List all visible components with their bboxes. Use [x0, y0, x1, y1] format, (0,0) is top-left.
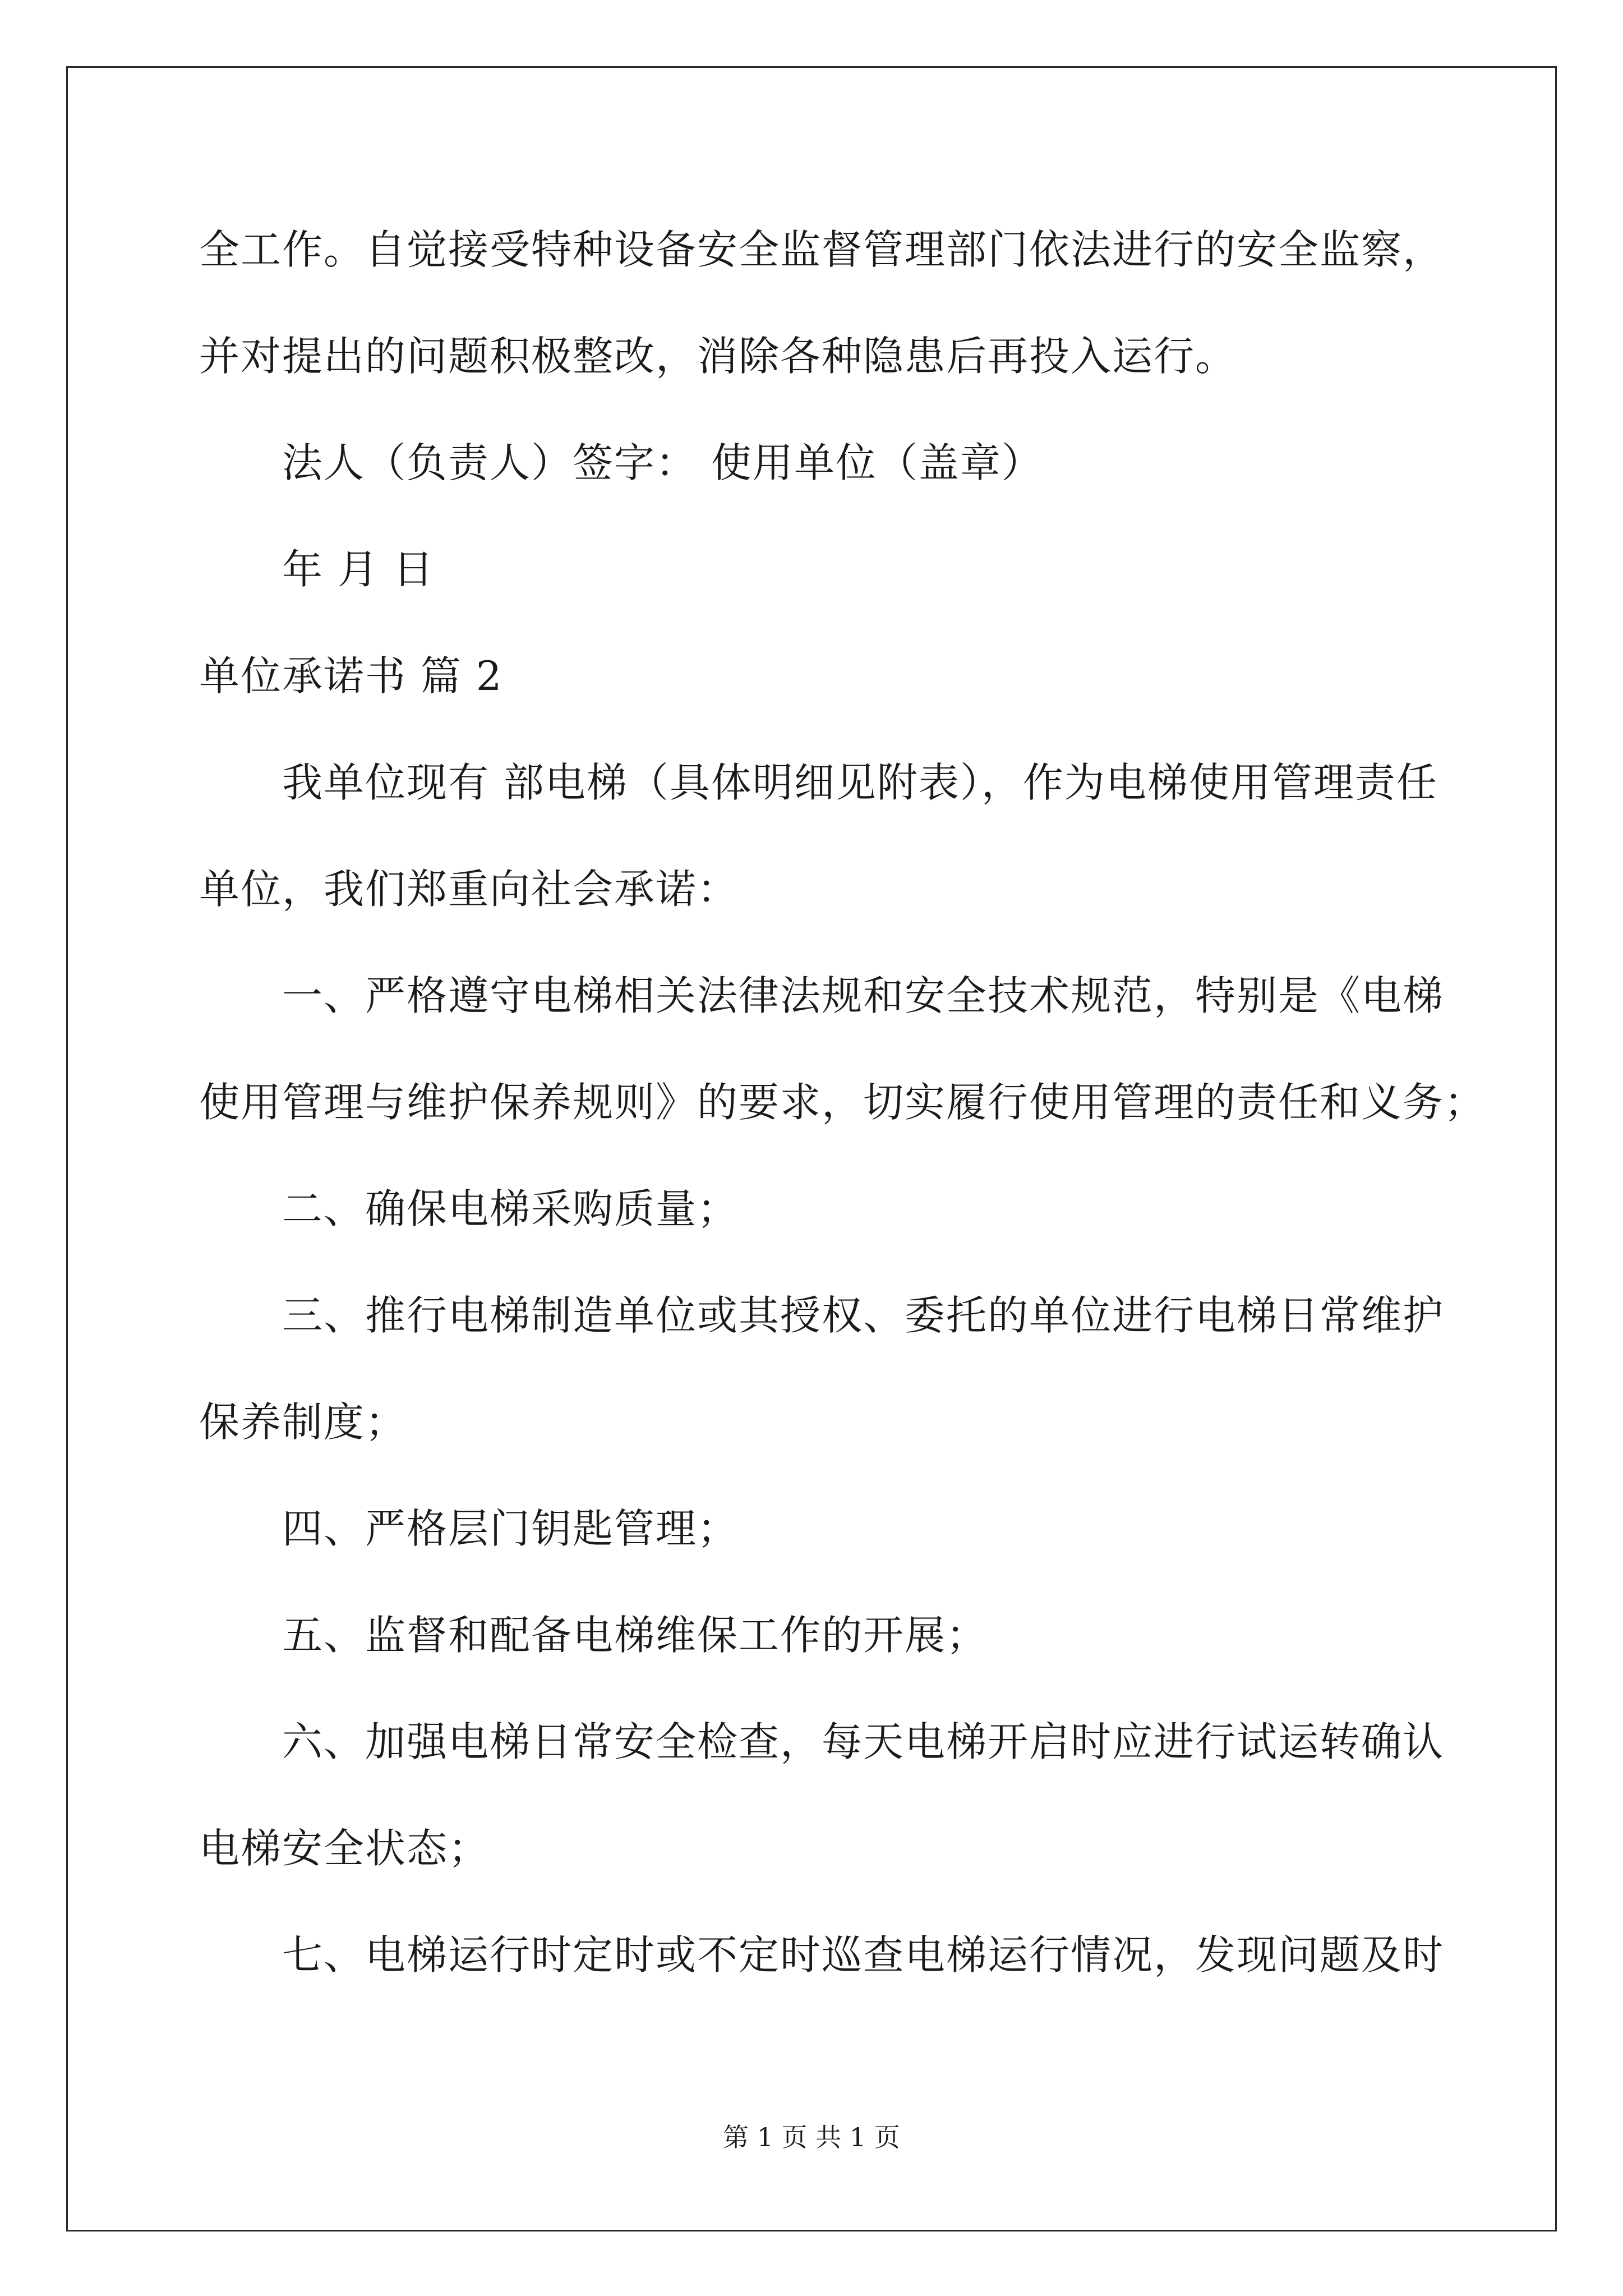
paragraph-line-16: 电梯安全状态；: [199, 1825, 490, 1872]
section-title: 单位承诺书 篇 2: [199, 652, 503, 700]
signature-line: 法人（负责人）签字： 使用单位（盖章）: [282, 439, 1043, 486]
date-line: 年 月 日: [282, 546, 435, 593]
paragraph-line-9: 使用管理与维护保养规则》的要求，切实履行使用管理的责任和义务；: [199, 1079, 1486, 1126]
paragraph-line-14: 五、监督和配备电梯维保工作的开展；: [282, 1612, 988, 1659]
paragraph-line-17: 七、电梯运行时定时或不定时巡查电梯运行情况，发现问题及时: [282, 1931, 1445, 1978]
paragraph-line-12: 保养制度；: [199, 1398, 407, 1446]
paragraph-line-1: 全工作。自觉接受特种设备安全监督管理部门依法进行的安全监察，: [199, 226, 1445, 273]
paragraph-line-6: 我单位现有 部电梯（具体明细见附表），作为电梯使用管理责任: [282, 759, 1438, 806]
paragraph-line-15: 六、加强电梯日常安全检查，每天电梯开启时应进行试运转确认: [282, 1718, 1445, 1765]
page-footer: 第 1 页 共 1 页: [723, 2122, 900, 2152]
paragraph-line-8: 一、严格遵守电梯相关法律法规和安全技术规范，特别是《电梯: [282, 972, 1445, 1019]
paragraph-line-2: 并对提出的问题积极整改，消除各种隐患后再投入运行。: [199, 333, 1237, 380]
paragraph-line-11: 三、推行电梯制造单位或其授权、委托的单位进行电梯日常维护: [282, 1292, 1445, 1339]
paragraph-line-10: 二、确保电梯采购质量；: [282, 1185, 739, 1232]
paragraph-line-7: 单位，我们郑重向社会承诺：: [199, 866, 739, 913]
paragraph-line-13: 四、严格层门钥匙管理；: [282, 1505, 739, 1552]
page-border: [66, 66, 1557, 2231]
